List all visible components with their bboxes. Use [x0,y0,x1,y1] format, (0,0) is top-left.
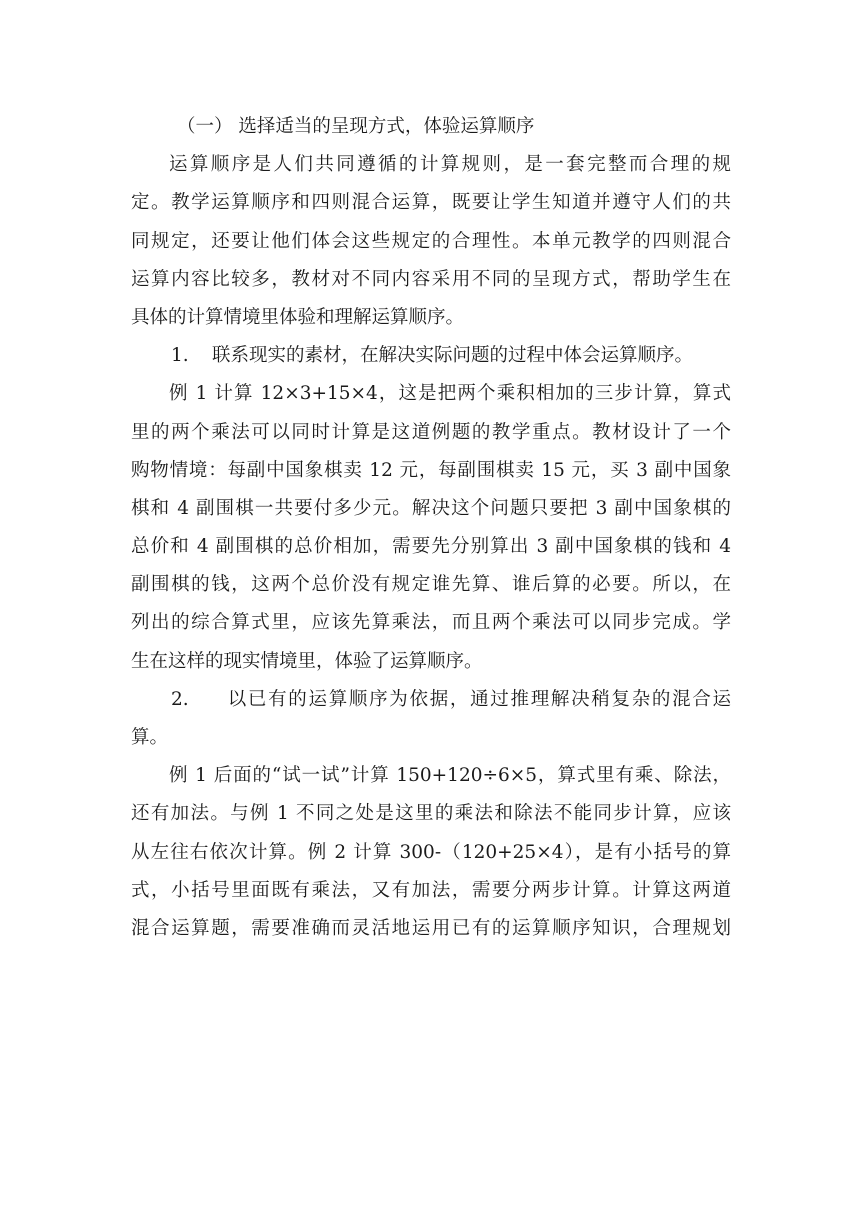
document-page [131,108,731,948]
text-line: 生在这样的现实情境里，体验了运算顺序。 [131,650,483,672]
item-number: 1. [171,345,189,367]
item-text: 联系现实的素材，在解决实际问题的过程中体会运算顺序。 [212,345,694,367]
text-line: 列出的综合算式里，应该先算乘法，而且两个乘法可以同步完成。学 [131,612,731,634]
text-line: 例 1 后面的“试一试”计算 150+120÷6×5，算式里有乘、除法， [169,765,731,787]
text-line: 还有加法。与例 1 不同之处是这里的乘法和除法不能同步计算，应该 [131,803,731,825]
text-line: 副围棋的钱，这两个总价没有规定谁先算、谁后算的必要。所以，在 [131,574,731,596]
text-line: 总价和 4 副围棋的总价相加，需要先分别算出 3 副中国象棋的钱和 4 [131,536,731,558]
text-line: 里的两个乘法可以同时计算是这道例题的教学重点。教材设计了一个 [131,421,731,443]
item-line [131,681,731,719]
item-number: 2. [171,688,189,710]
section-heading: （一） 选择适当的呈现方式，体验运算顺序 [177,116,535,137]
text-line: 运算顺序是人们共同遵循的计算规则，是一套完整而合理的规 [169,154,731,176]
text-line: 具体的计算情境里体验和理解运算顺序。 [131,306,465,328]
text-line: 同规定，还要让他们体会这些规定的合理性。本单元教学的四则混合 [131,230,731,252]
text-line: 从左往右依次计算。例 2 计算 300-（120+25×4），是有小括号的算 [131,841,731,863]
paragraph-example-1 [131,375,731,681]
numbered-item-1 [131,337,731,375]
text-line: 例 1 计算 12×3+15×4，这是把两个乘积相加的三步计算，算式 [169,383,731,405]
text-line: 混合运算题，需要准确而灵活地运用已有的运算顺序知识，合理规划 [131,917,731,939]
item-line: 算。 [131,727,169,748]
text-line: 式，小括号里面既有乘法，又有加法，需要分两步计算。计算这两道 [131,879,731,901]
text-line: 运算内容比较多，教材对不同内容采用不同的呈现方式，帮助学生在 [131,268,731,290]
paragraph-example-2 [131,757,731,948]
text-line: 购物情境：每副中国象棋卖 12 元，每副围棋卖 15 元，买 3 副中国象 [131,459,731,481]
text-line: 棋和 4 副围棋一共要付多少元。解决这个问题只要把 3 副中国象棋的 [131,497,731,519]
paragraph-intro [131,146,731,337]
text-line: 定。教学运算顺序和四则混合运算，既要让学生知道并遵守人们的共 [131,192,731,214]
item-text: 以已有的运算顺序为依据，通过推理解决稍复杂的混合运 [226,688,731,710]
numbered-item-2 [131,681,731,757]
